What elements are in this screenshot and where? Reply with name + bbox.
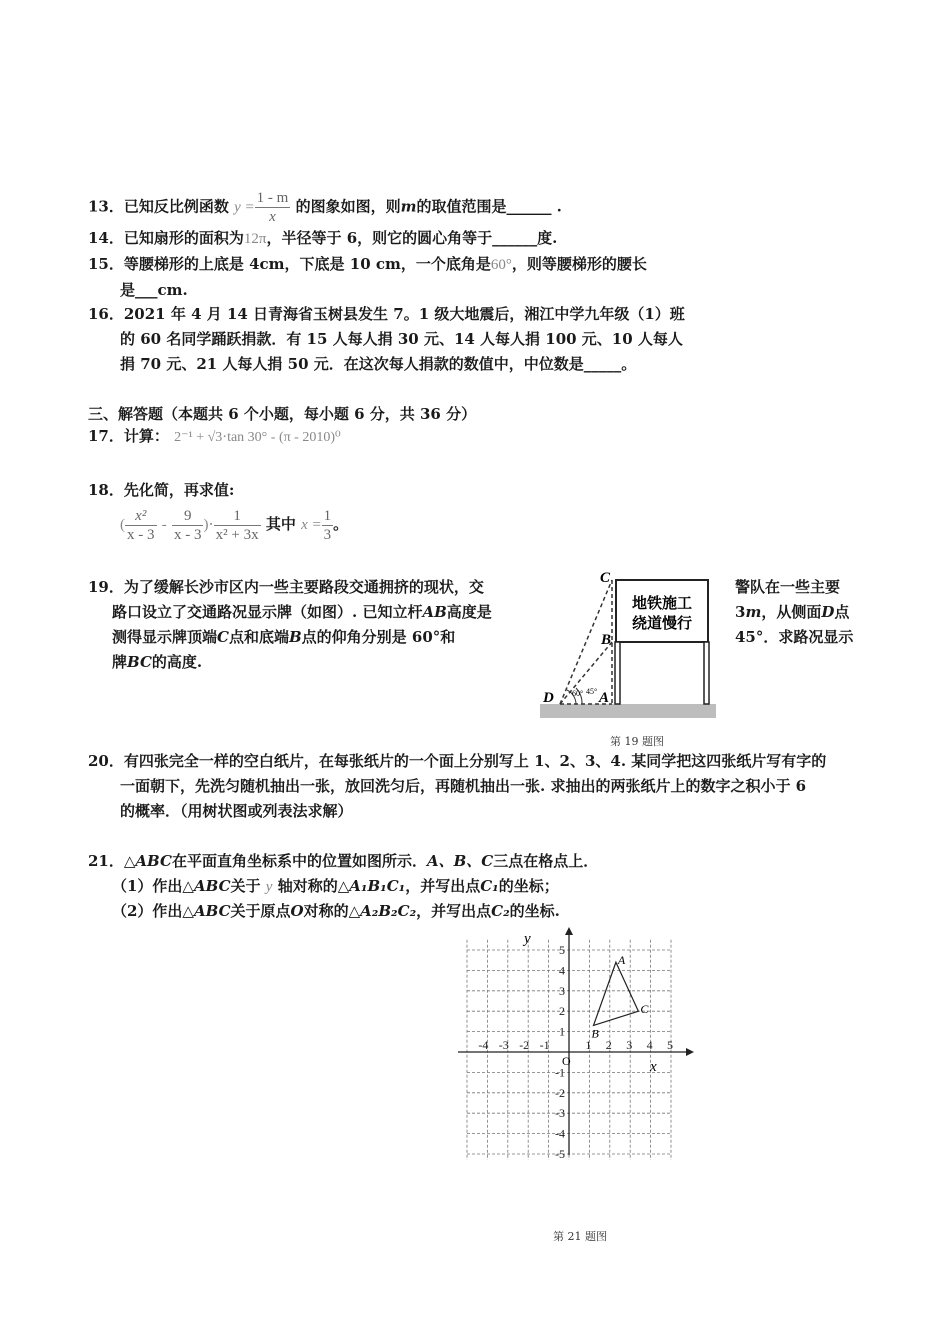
point-a-label: A [617,953,626,968]
x-tick-label: 4 [646,1038,653,1052]
label-b: B [601,632,612,648]
fraction: $\frac{9}{x - 3}$ [173,507,202,543]
question-19-l2-right: 3m，从侧面D点 [735,603,850,621]
question-19-l1-right: 警队在一些主要 [735,578,841,596]
q21-caption: 第 21 题图 [553,1230,607,1243]
question-19-l2: 路口设立了交通路况显示牌（如图）. 已知立杆AB高度是 [112,603,492,621]
y-axis-label: y [524,931,531,947]
origin-label: O [562,1054,571,1068]
question-19-l3: 测得显示牌顶端C点和底端B点的仰角分别是 60°和 [112,628,456,646]
question-19: 19．为了缓解长沙市区内一些主要路段交通拥挤的现状，交 [88,578,484,596]
pole-right [704,642,709,704]
section-title: 三、解答题（本题共 6 个小题，每小题 6 分，共 36 分） [88,405,477,423]
question-19-l4: 牌BC的高度. [112,653,203,671]
x-tick-label: 1 [585,1038,592,1052]
label-d: D [543,690,554,706]
triangle-abc [593,962,638,1025]
angle-label-60: 60° [572,689,584,698]
question-16-line3: 捐 70 元、21 人每人捐 50 元．在这次每人捐款的数值中，中位数是_____。 [120,355,637,373]
question-18-expr: ( $\frac{\text{x²}}{x - 3}$ - $\frac{9}{x - 3}$ )⋅ $\frac{1}{\text{x² + 3x}}$ 其中 x = $\frac{1}{3}$ 。 [120,507,349,543]
x-tick-label: 2 [605,1038,612,1052]
sign-text-1: 地铁施工 [631,594,693,612]
x-tick-label: -2 [519,1038,530,1052]
pole-left [615,642,620,704]
label-a: A [599,690,610,706]
question-13: 13．已知反比例函数 y = $\frac{1 - m}{x}$ 的图象如图，则m的取值范围是______ . [88,190,562,225]
y-tick-label: -4 [555,1126,565,1141]
x-axis-arrow [686,1048,694,1056]
question-15-cont: 是___cm. [120,281,188,299]
formula: 2⁻¹ + √3⋅tan 30° - (π - 2010)⁰ [174,430,341,445]
y-tick-label: 3 [559,983,565,998]
question-18: 18．先化简，再求值: [88,481,235,499]
y-tick-label: -3 [555,1106,565,1121]
angle-label-45: 45° [586,687,598,696]
x-tick-label: -3 [498,1038,509,1052]
question-15: 15．等腰梯形的上底是 4cm，下底是 10 cm，一个底角是60°，则等腰梯形的腰长 [88,255,647,273]
question-20: 20．有四张完全一样的空白纸片，在每张纸片的一个面上分别写上 1、2、3、4. 某同学把这四张纸片写有字的 [88,752,827,770]
y-tick-label: 5 [559,943,565,957]
question-20-line2: 一面朝下，先洗匀随机抽出一张，放回洗匀后，再随机抽出一张. 求抽出的两张纸片上的数字之积小于 6 [120,777,807,795]
y-tick-label: -1 [555,1065,565,1080]
point-c-label: C [640,1002,649,1017]
q19-figure [536,566,720,726]
question-21-part2: （2）作出△ABC关于原点O对称的△A₂B₂C₂，并写出点C₂的坐标. [112,902,560,920]
y-tick-label: -5 [555,1147,565,1160]
question-20-line3: 的概率．（用树状图或列表法求解） [120,802,353,820]
fraction: $\frac{1}{\text{x² + 3x}}$ [215,507,259,543]
fraction: $\frac{1}{3}$ [323,507,332,543]
question-19-l3-right: 45°．求路况显示 [735,628,854,646]
x-tick-label: -4 [478,1038,489,1052]
y-axis-arrow [565,927,573,935]
question-14: 14．已知扇形的面积为12π，半径等于 6，则它的圆心角等于______度. [88,229,558,247]
question-17: 17．计算： 2⁻¹ + √3⋅tan 30° - (π - 2010)⁰ [88,427,341,445]
fraction: $\frac{1 - m}{x}$ [256,190,289,225]
label-c: C [600,570,611,586]
sign-text-2: 绕道慢行 [631,614,693,632]
x-axis-label: x [650,1059,657,1075]
question-number: 13． [88,197,124,216]
question-16-line2: 的 60 名同学踊跃捐款．有 15 人每人捐 30 元、14 人每人捐 100 元、10 人每人 [120,330,683,348]
y-tick-label: -2 [555,1085,565,1100]
q19-caption: 第 19 题图 [610,735,664,748]
ground [540,704,716,718]
point-b-label: B [591,1026,599,1041]
fraction: $\frac{\text{x²}}{x - 3}$ [127,507,155,543]
y-tick-label: 1 [559,1024,565,1039]
coordinate-graph [450,925,700,1160]
question-16: 16．2021 年 4 月 14 日青海省玉树县发生 7。1 级大地震后，湘江中学九年级（1）班 [88,305,685,323]
y-tick-label: 2 [559,1004,565,1019]
question-21-part1: （1）作出△ABC关于 y 轴对称的△A₁B₁C₁，并写出点C₁的坐标； [112,877,559,895]
y-tick-label: 4 [559,963,565,978]
question-21: 21．△ABC在平面直角坐标系中的位置如图所示．A、B、C三点在格点上． [88,852,599,870]
x-tick-label: 5 [667,1038,673,1052]
x-tick-label: -1 [539,1038,550,1052]
x-tick-label: 3 [626,1038,633,1052]
